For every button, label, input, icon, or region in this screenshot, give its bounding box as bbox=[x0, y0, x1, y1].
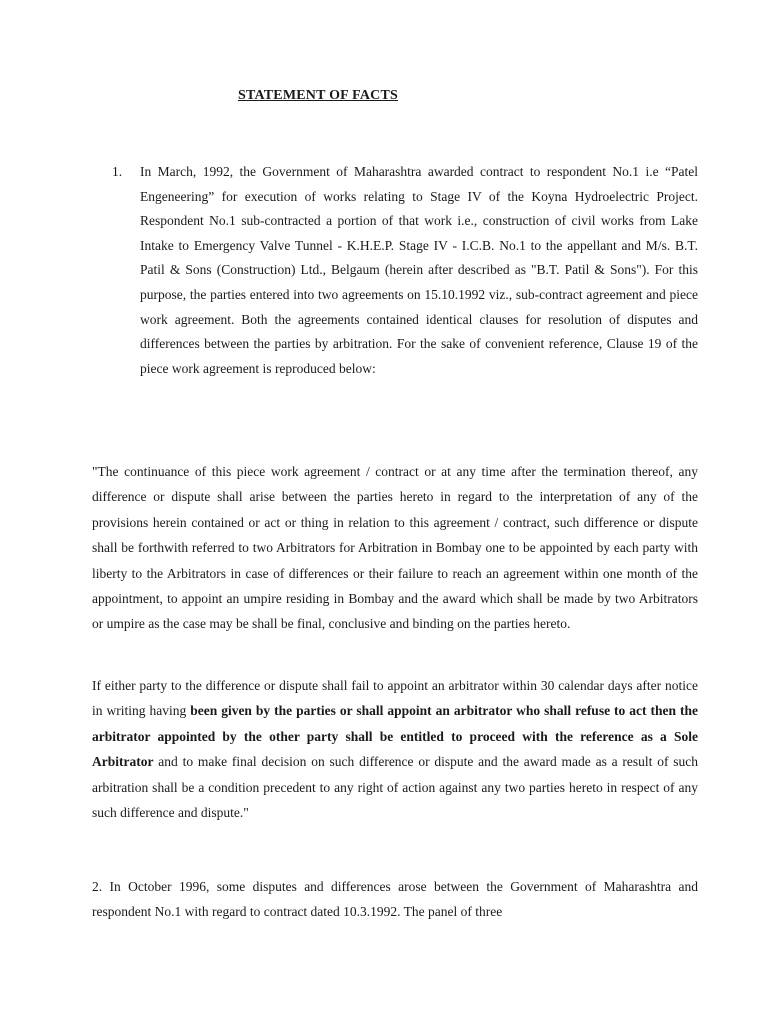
numbered-paragraph-2 bbox=[92, 874, 698, 924]
quote-text-mixed bbox=[92, 673, 698, 825]
quote-text: "The continuance of this piece work agreement / contract or at any time after the termination thereof, any difference or dispute shall arise between the parties hereto in regard to the interpretation of any of the provisions herein contained or act or thing in relation to this agreement / contract, such difference or dispute shall be forthwith referred to two Arbitrators for Arbitration in Bombay one to be appointed by each party with liberty to the Arbitrators in case of differences or their failure to reach an agreement within one month of the appointment, to appoint an umpire residing in Bombay and the award which shall be made by two Arbitrators or umpire as the case may be shall be final, conclusive and binding on the parties hereto. bbox=[92, 464, 698, 632]
quote-text-regular: If either party to the difference or dispute shall fail to appoint an arbitrator within 30 calendar days after notice in writing having bbox=[92, 678, 698, 719]
quote-text-bold: been given by the parties or shall appoint an arbitrator who shall refuse to act then the arbitrator appointed by the other party shall be entitled to proceed with the reference as a Sole Arbitrator bbox=[92, 703, 698, 770]
quoted-clause-paragraph-2 bbox=[92, 673, 698, 825]
paragraph-text: 2. In October 1996, some disputes and differences arose between the Government of Maharashtra and respondent No.1 with regard to contract dated 10.3.1992. The panel of three bbox=[92, 879, 698, 920]
paragraph-text: In March, 1992, the Government of Maharashtra awarded contract to respondent No.1 i.e “Patel Engeneering” for execution of works relating to Stage IV of the Koyna Hydroelectric Project. Respondent No.1 sub-contracted a portion of that work i.e., construction of civil works from Lake Intake to Emergency Valve Tunnel - K.H.E.P. Stage IV - I.C.B. No.1 to the appellant and M/s. B.T. Patil & Sons (Construction) Ltd., Belgaum (herein after described as "B.T. Patil & Sons"). For this purpose, the parties entered into two agreements on 15.10.1992 viz., sub-contract agreement and piece work agreement. Both the agreements contained identical clauses for resolution of disputes and differences between the parties by arbitration. For the sake of convenient reference, Clause 19 of the piece work agreement is reproduced below: bbox=[140, 164, 698, 376]
quoted-clause-paragraph-1 bbox=[92, 459, 698, 637]
quote-text-regular-end: and to make final decision on such difference or dispute and the award made as a result of such arbitration shall be a condition precedent to any right of action against any two parties hereto in respect of any such difference and dispute." bbox=[92, 754, 698, 821]
numbered-paragraph-1 bbox=[112, 160, 698, 381]
paragraph-number: 1. bbox=[112, 164, 123, 179]
document-title: STATEMENT OF FACTS bbox=[238, 88, 398, 103]
